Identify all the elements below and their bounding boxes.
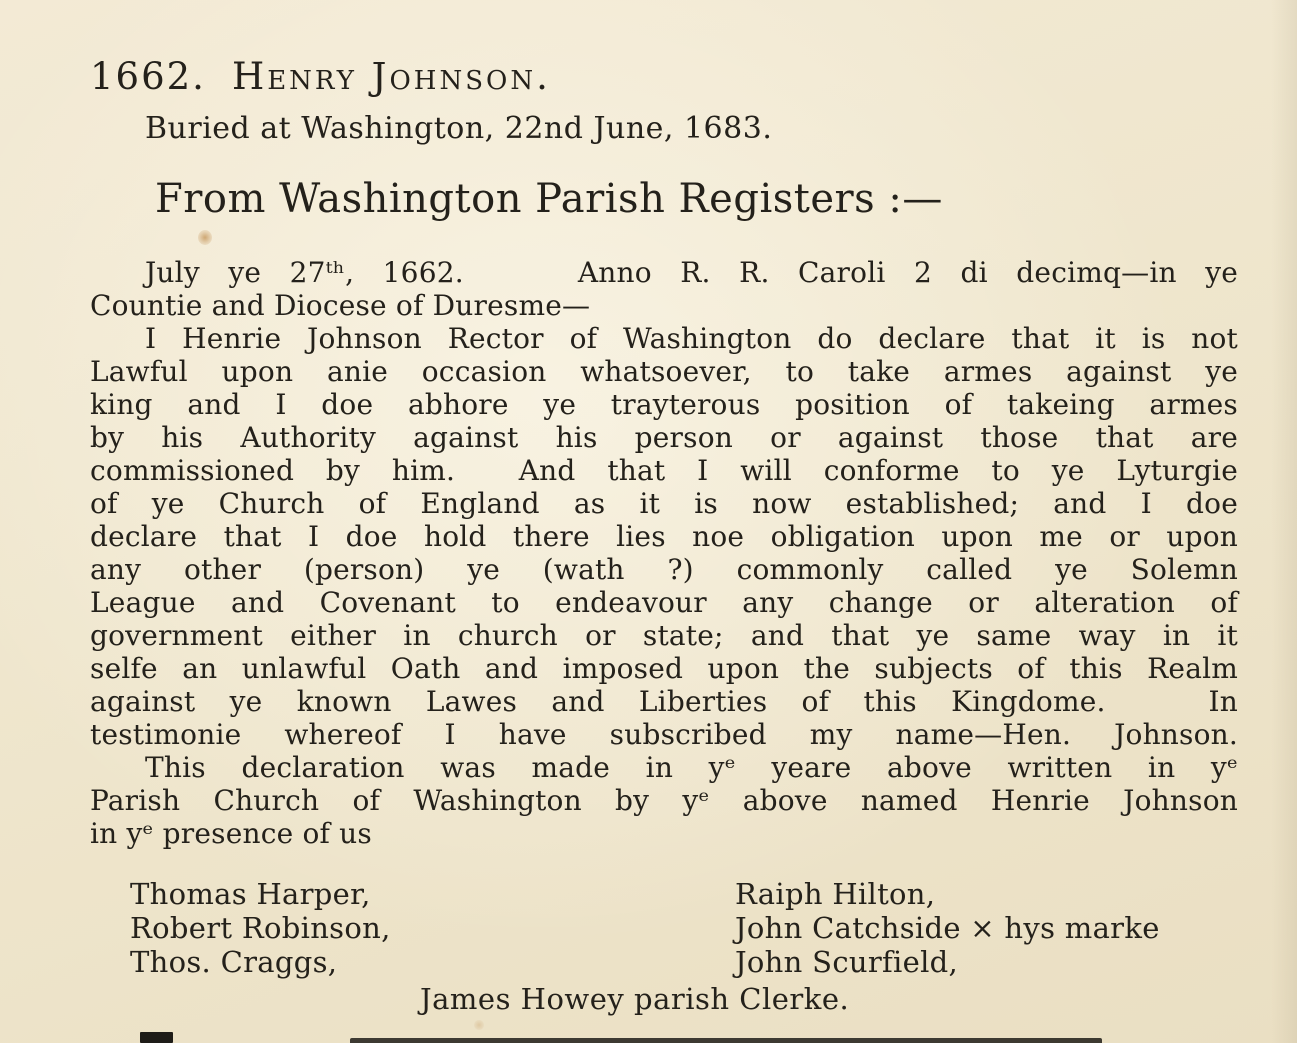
text-line: government either in church or state; and that ye same way in it	[90, 619, 1238, 653]
text-line: Lawful upon anie occasion whatsoever, to take armes against ye	[90, 355, 1238, 389]
witness-name: Raiph Hilton,	[735, 877, 936, 912]
witness-column-left	[130, 877, 695, 979]
text-line: selfe an unlawful Oath and imposed upon the subjects of this Realm	[90, 652, 1238, 686]
register-transcript	[90, 256, 1238, 850]
text-line: any other (person) ye (wath ?) commonly called ye Solemn	[90, 553, 1238, 587]
burial-note: Buried at Washington, 22nd June, 1683.	[145, 110, 773, 146]
text-line: against ye known Lawes and Liberties of this Kingdome. In	[90, 685, 1238, 719]
entry-name: Henry Johnson.	[231, 55, 551, 98]
text-line: king and I doe abhore ye trayterous position of takeing armes	[90, 388, 1238, 422]
section-heading: From Washington Parish Registers :—	[155, 176, 943, 223]
witness-name: John Scurfield,	[735, 945, 959, 980]
witness-list	[90, 877, 1238, 979]
scan-artifact-cutoff-text-bar	[350, 1038, 1102, 1043]
entry-year: 1662.	[90, 55, 206, 98]
witness-name: Thomas Harper,	[130, 877, 371, 912]
witness-column-right	[695, 877, 1238, 979]
text-line: in yᵉ presence of us	[90, 817, 372, 851]
paragraph-attestation	[90, 751, 1238, 850]
witness-name: John Catchside × hys marke	[735, 911, 1160, 946]
text-line: by his Authority against his person or against those that are	[90, 421, 1238, 455]
scan-artifact-cutoff-letter	[140, 1032, 173, 1043]
paper-foxing-stain	[474, 1020, 484, 1030]
witness-name: Thos. Craggs,	[130, 945, 338, 980]
text-line: I Henrie Johnson Rector of Washington do declare that it is not	[145, 322, 1238, 356]
entry-title	[90, 56, 1238, 99]
text-line: declare that I doe hold there lies noe obligation upon me or upon	[90, 520, 1238, 554]
text-line: July ye 27ᵗʰ, 1662. Anno R. R. Caroli 2 di decimq—in ye	[145, 256, 1238, 290]
text-line: of ye Church of England as it is now established; and I doe	[90, 487, 1238, 521]
text-line: Parish Church of Washington by yᵉ above named Henrie Johnson	[90, 784, 1238, 818]
text-line: League and Covenant to endeavour any change or alteration of	[90, 586, 1238, 620]
text-line: This declaration was made in yᵉ yeare above written in yᵉ	[145, 751, 1238, 785]
witness-name: Robert Robinson,	[130, 911, 391, 946]
text-line: testimonie whereof I have subscribed my name—Hen. Johnson.	[90, 718, 1238, 752]
paragraph-declaration	[90, 322, 1238, 751]
clerk-signature: James Howey parish Clerke.	[420, 982, 850, 1017]
text-line: commissioned by him. And that I will conforme to ye Lyturgie	[90, 454, 1238, 488]
paragraph-date	[90, 256, 1238, 322]
text-line: Countie and Diocese of Duresme—	[90, 289, 591, 323]
